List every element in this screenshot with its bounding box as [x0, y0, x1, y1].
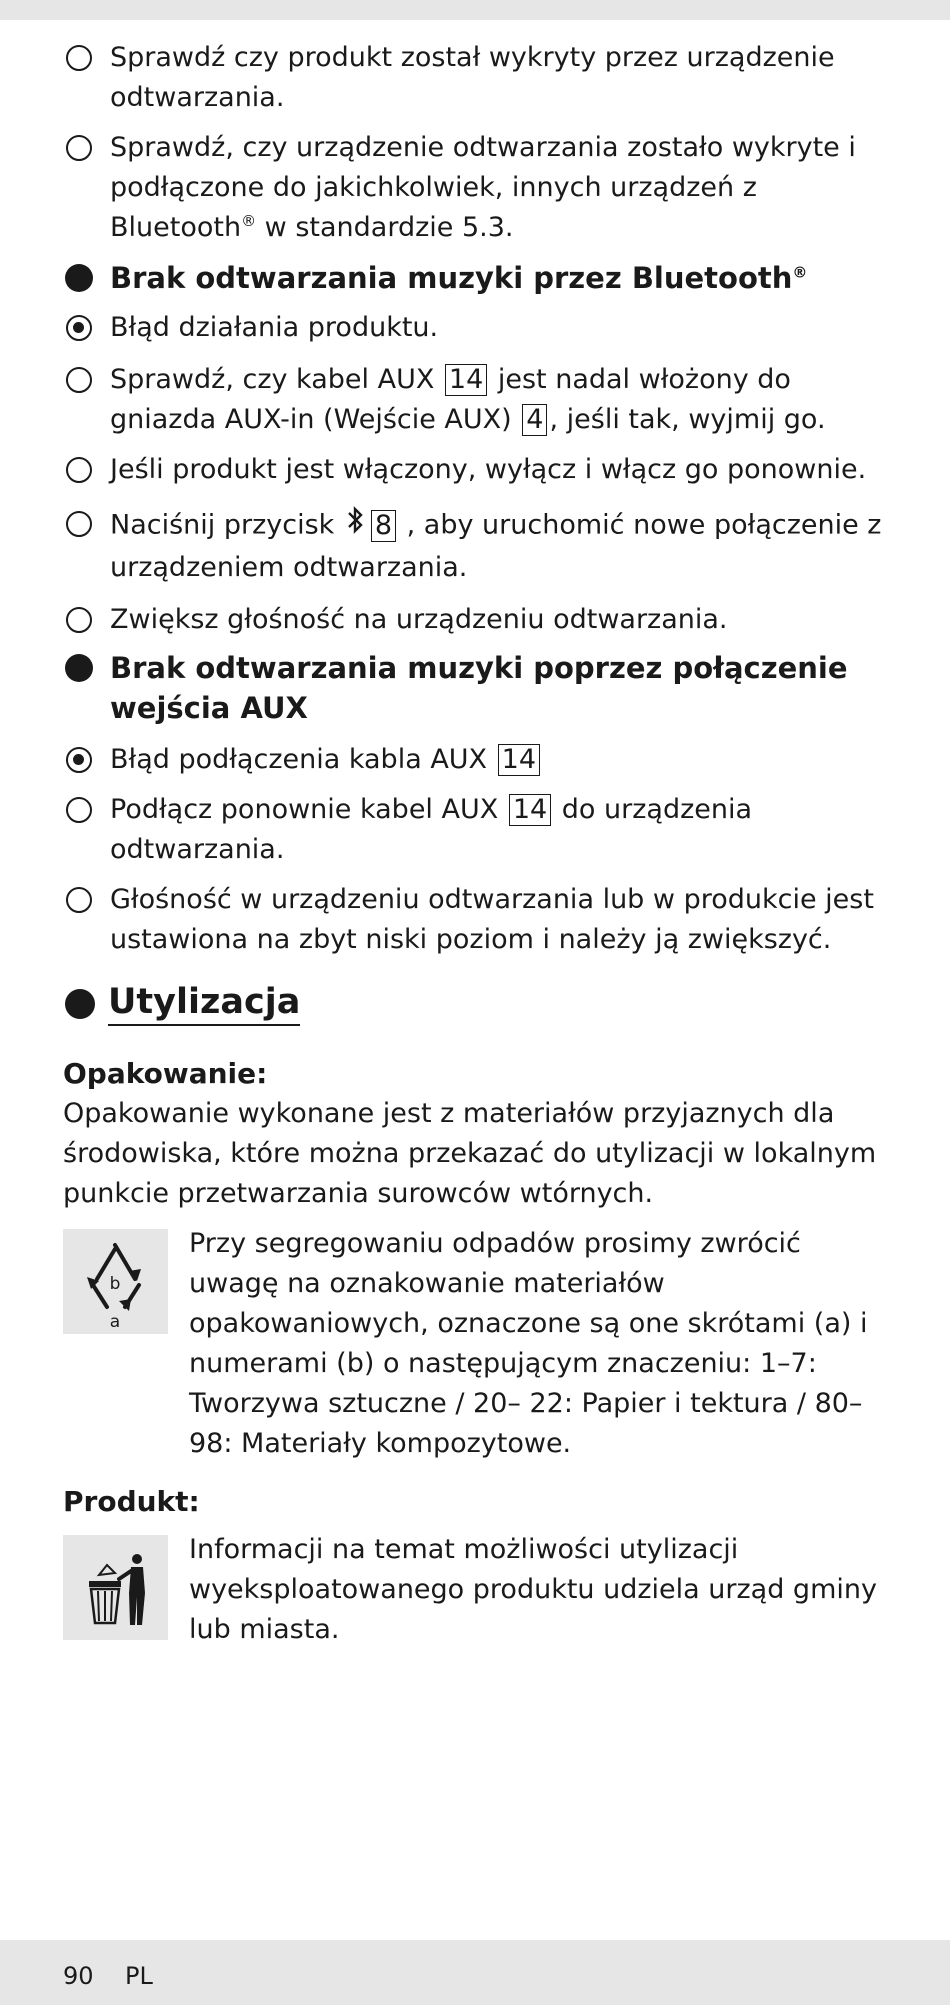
open-circle-bullet-icon — [66, 887, 92, 913]
reference-number-box: 14 — [509, 794, 551, 826]
reference-number-box: 4 — [522, 404, 547, 436]
language-code: PL — [125, 1962, 153, 1990]
trash-bin-icon — [63, 1535, 168, 1640]
top-bar — [0, 0, 950, 20]
filled-circle-bullet-icon — [65, 654, 93, 682]
cause-item: Błąd podłączenia kabla AUX 14 — [63, 740, 893, 780]
reference-number-box: 8 — [371, 510, 396, 542]
bluetooth-icon — [346, 504, 366, 548]
product-disposal-info — [63, 1530, 893, 1650]
page-number: 90 — [63, 1962, 94, 1990]
list-item: Naciśnij przycisk 8 , aby uruchomić nowe połączenie z urządzeniem odtwarzania. — [63, 504, 893, 588]
list-item: Jeśli produkt jest włączony, wyłącz i włącz go ponownie. — [63, 450, 893, 490]
open-circle-bullet-icon — [66, 511, 92, 537]
filled-circle-bullet-icon — [65, 989, 95, 1019]
list-item: Zwiększ głośność na urządzeniu odtwarzania. — [63, 600, 893, 640]
packaging-text: Opakowanie wykonane jest z materiałów przyjaznych dla środowiska, które można przekazać do utylizacji w lokalnym punkcie przetwarzania surowców wtórnych. — [63, 1098, 877, 1209]
open-circle-bullet-icon — [66, 797, 92, 823]
section-title-disposal: Utylizacja — [63, 978, 893, 1026]
open-circle-bullet-icon — [66, 457, 92, 483]
product-heading: Produkt: — [63, 1485, 200, 1518]
section-heading-aux: Brak odtwarzania muzyki poprzez połączenie wejścia AUX — [63, 648, 893, 728]
list-item: Głośność w urządzeniu odtwarzania lub w produkcie jest ustawiona na zbyt niski poziom i należy ją zwiększyć. — [63, 880, 893, 960]
page-footer — [0, 1940, 950, 2005]
list-item: Sprawdź czy produkt został wykryty przez urządzenie odtwarzania. — [63, 38, 893, 118]
product-disposal-text: Informacji na temat możliwości utylizacji wyeksploatowanego produktu udziela urząd gminy lub miasta. — [189, 1534, 877, 1645]
recycling-text: Przy segregowaniu odpadów prosimy zwrócić uwagę na oznakowanie materiałów opakowaniowych, oznaczone są one skrótami (a) i numerami (b) o następującym znaczeniu: 1–7: Tworzywa sztuczne / 20– 22: Papier i tektura / 80–98: Materiały kompozytowe. — [189, 1228, 868, 1459]
section-heading-bluetooth: Brak odtwarzania muzyki przez Bluetooth® — [63, 258, 893, 298]
radio-bullet-icon — [66, 747, 92, 773]
list-item: Sprawdź, czy urządzenie odtwarzania zostało wykryte i podłączone do jakichkolwiek, innych urządzeń z Bluetooth® w standardzie 5.3. — [63, 128, 893, 248]
list-item: Podłącz ponownie kabel AUX 14 do urządzenia odtwarzania. — [63, 790, 893, 870]
open-circle-bullet-icon — [66, 135, 92, 161]
recycle-icon-label-b: b — [109, 1274, 121, 1294]
reference-number-box: 14 — [445, 364, 487, 396]
open-circle-bullet-icon — [66, 607, 92, 633]
recycling-info — [63, 1224, 893, 1464]
cause-item: Błąd działania produktu. — [63, 308, 893, 348]
packaging-heading: Opakowanie: — [63, 1057, 268, 1090]
open-circle-bullet-icon — [66, 367, 92, 393]
page-content — [63, 38, 893, 1650]
open-circle-bullet-icon — [66, 45, 92, 71]
recycle-icon-label-a: a — [109, 1312, 121, 1332]
reference-number-box: 14 — [498, 744, 540, 776]
filled-circle-bullet-icon — [65, 264, 93, 292]
list-item: Sprawdź, czy kabel AUX 14 jest nadal włożony do gniazda AUX-in (Wejście AUX) 4 , jeśli tak, wyjmij go. — [63, 360, 893, 440]
recycle-icon — [63, 1229, 168, 1334]
radio-bullet-icon — [66, 315, 92, 341]
